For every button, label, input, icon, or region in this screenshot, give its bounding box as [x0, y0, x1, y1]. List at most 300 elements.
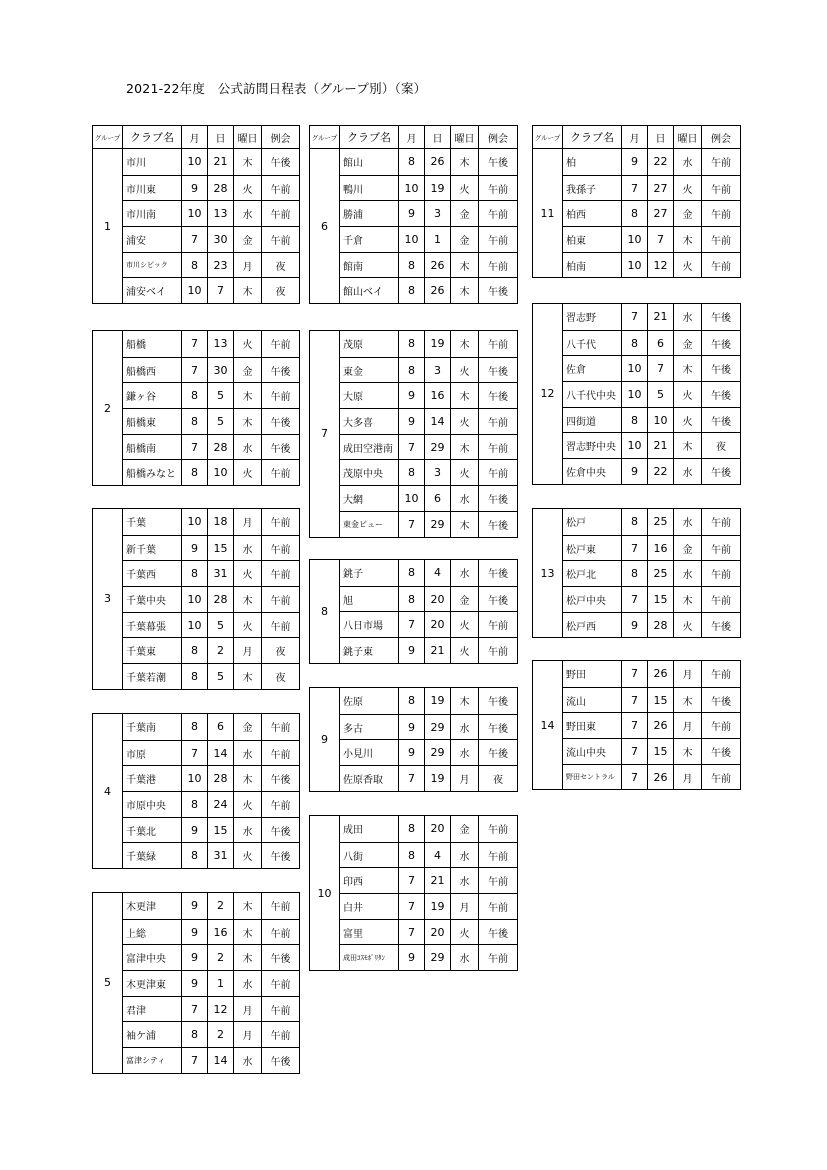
meeting-time: 午前	[711, 670, 731, 682]
club-name: 柏	[563, 149, 622, 175]
table-row	[563, 712, 740, 738]
visit-day: 14	[208, 1048, 234, 1073]
visit-weekday: 木	[674, 739, 702, 764]
table-row	[123, 893, 299, 919]
table-row	[563, 612, 740, 638]
visit-weekday: 水	[674, 459, 702, 484]
visit-month: 9	[622, 613, 648, 638]
table-row	[340, 919, 517, 945]
table-row	[340, 511, 517, 537]
visit-day: 7	[648, 227, 674, 252]
club-name: 千葉西	[123, 561, 182, 586]
visit-day: 15	[208, 818, 234, 843]
visit-month: 9	[182, 536, 208, 561]
meeting-time: 午前	[270, 979, 291, 991]
group-rows	[563, 149, 740, 277]
meeting-time: 午後	[488, 723, 508, 735]
table-row	[340, 611, 517, 637]
meeting-time: 午後	[488, 392, 508, 404]
meeting-time: 午後	[488, 569, 508, 581]
visit-day: 13	[208, 331, 234, 357]
visit-day: 28	[208, 766, 234, 791]
visit-day: 25	[648, 509, 674, 535]
visit-month: 8	[399, 560, 425, 586]
table-row	[123, 509, 299, 535]
visit-weekday: 木	[451, 512, 479, 537]
meeting-time: 午前	[488, 877, 508, 889]
meeting-time: 午後	[711, 467, 731, 479]
group-block	[532, 660, 741, 790]
visit-weekday: 火	[234, 331, 262, 357]
visit-day: 24	[208, 792, 234, 817]
table-row	[340, 714, 517, 740]
visit-month: 9	[399, 638, 425, 663]
club-name: 佐原香取	[340, 766, 399, 791]
table-row	[340, 408, 517, 434]
group-number: 9	[310, 688, 340, 791]
visit-weekday: 木	[451, 278, 479, 303]
header-meeting: 例会	[711, 133, 731, 145]
visit-weekday: 月	[451, 894, 479, 919]
meeting-time: 午前	[711, 261, 731, 273]
club-name: 千葉中央	[123, 587, 182, 612]
table-row	[340, 226, 517, 252]
visit-month: 7	[622, 765, 648, 790]
visit-month: 8	[182, 409, 208, 434]
visit-day: 27	[648, 176, 674, 201]
club-name: 館山ベイ	[340, 278, 399, 303]
meeting-time: 午前	[270, 902, 291, 914]
meeting-time: 午後	[488, 928, 508, 940]
visit-month: 8	[182, 460, 208, 485]
visit-weekday: 水	[234, 741, 262, 766]
visit-month: 7	[399, 612, 425, 637]
meeting-time: 午前	[270, 210, 291, 222]
meeting-time: 夜	[275, 287, 286, 299]
table-row	[563, 381, 740, 407]
table-row	[563, 458, 740, 484]
meeting-time: 午前	[488, 184, 508, 196]
visit-month: 9	[182, 920, 208, 945]
group-rows	[340, 149, 517, 303]
meeting-time: 午前	[270, 1031, 291, 1043]
table-row	[123, 459, 299, 485]
table-row	[123, 331, 299, 357]
group-rows	[563, 661, 740, 789]
visit-weekday: 水	[451, 843, 479, 868]
visit-day: 1	[208, 971, 234, 996]
visit-day: 12	[208, 997, 234, 1022]
meeting-time: 午前	[270, 800, 291, 812]
meeting-time: 午前	[488, 621, 508, 633]
visit-day: 21	[425, 868, 451, 893]
club-name: 佐原	[340, 688, 399, 714]
visit-weekday: 火	[451, 612, 479, 637]
group-rows	[340, 560, 517, 663]
visit-month: 7	[182, 1048, 208, 1073]
visit-weekday: 火	[451, 460, 479, 485]
visit-month: 10	[182, 613, 208, 638]
visit-weekday: 火	[674, 382, 702, 407]
visit-weekday: 月	[234, 638, 262, 663]
group-block	[532, 149, 741, 278]
club-name: 銚子東	[340, 638, 399, 663]
header-weekday: 曜日	[234, 126, 262, 148]
meeting-time: 午後	[488, 595, 508, 607]
group-number: 1	[93, 149, 123, 303]
visit-weekday: 木	[234, 664, 262, 689]
visit-day: 19	[425, 688, 451, 714]
visit-weekday: 木	[451, 331, 479, 357]
visit-weekday: 火	[234, 460, 262, 485]
table-row	[123, 637, 299, 663]
meeting-time: 午前	[488, 825, 508, 837]
visit-day: 2	[208, 945, 234, 970]
visit-weekday: 水	[674, 509, 702, 535]
header-day: 日	[208, 126, 234, 148]
visit-day: 22	[648, 459, 674, 484]
visit-weekday: 水	[674, 149, 702, 175]
club-name: 成田ｺｽﾓﾎﾟﾘﾀﾝ	[340, 945, 399, 970]
club-name: 茂原	[340, 331, 399, 357]
club-name: 野田東	[563, 713, 622, 738]
group-block	[92, 892, 300, 1074]
visit-month: 10	[622, 253, 648, 278]
club-name: 小見川	[340, 740, 399, 765]
club-name: 千倉	[340, 227, 399, 252]
meeting-time: 午後	[488, 287, 508, 299]
meeting-time: 午前	[711, 184, 731, 196]
table-row	[340, 175, 517, 201]
table-row	[340, 277, 517, 303]
table-row	[563, 586, 740, 612]
visit-weekday: 金	[234, 227, 262, 252]
meeting-time: 午後	[711, 621, 731, 633]
visit-weekday: 月	[234, 253, 262, 278]
visit-day: 26	[648, 713, 674, 738]
visit-weekday: 火	[674, 176, 702, 201]
visit-month: 8	[182, 664, 208, 689]
visit-day: 13	[208, 201, 234, 226]
club-name: 習志野	[563, 304, 622, 330]
visit-month: 8	[622, 509, 648, 535]
table-row	[340, 842, 517, 868]
visit-month: 9	[399, 715, 425, 740]
table-row	[123, 1021, 299, 1047]
visit-weekday: 金	[234, 358, 262, 383]
visit-weekday: 木	[674, 356, 702, 381]
visit-weekday: 水	[451, 560, 479, 586]
group-rows	[340, 331, 517, 537]
header-group: グループ	[93, 126, 123, 148]
meeting-time: 午前	[270, 469, 291, 481]
table-row	[563, 304, 740, 330]
visit-day: 3	[425, 201, 451, 226]
visit-weekday: 木	[451, 688, 479, 714]
visit-month: 10	[182, 766, 208, 791]
meeting-time: 午前	[488, 235, 508, 247]
visit-day: 26	[648, 661, 674, 687]
table-row	[563, 432, 740, 458]
table-row	[340, 357, 517, 383]
meeting-time: 午前	[711, 210, 731, 222]
visit-day: 18	[208, 509, 234, 535]
header-club-name: クラブ名	[123, 126, 182, 148]
visit-day: 15	[208, 536, 234, 561]
visit-day: 15	[648, 739, 674, 764]
visit-day: 20	[425, 587, 451, 612]
visit-month: 8	[399, 149, 425, 175]
group-block	[532, 508, 741, 638]
table-row	[340, 816, 517, 842]
visit-month: 8	[182, 383, 208, 408]
meeting-time: 午前	[270, 621, 291, 633]
table-row	[123, 277, 299, 303]
club-name: 千葉港	[123, 766, 182, 791]
meeting-time: 午前	[711, 722, 731, 734]
visit-month: 7	[182, 227, 208, 252]
table-row	[123, 408, 299, 434]
table-row	[563, 535, 740, 561]
visit-month: 9	[399, 383, 425, 408]
visit-weekday: 木	[674, 688, 702, 713]
club-name: 習志野中央	[563, 433, 622, 458]
group-block	[92, 149, 300, 304]
visit-month: 7	[622, 688, 648, 713]
table-row	[123, 357, 299, 383]
visit-month: 8	[399, 331, 425, 357]
visit-weekday: 火	[674, 613, 702, 638]
table-row	[123, 612, 299, 638]
visit-month: 7	[399, 920, 425, 945]
visit-weekday: 金	[451, 201, 479, 226]
meeting-time: 午後	[711, 313, 731, 325]
header-day: 日	[648, 126, 674, 148]
table-row	[563, 764, 740, 790]
visit-month: 10	[622, 433, 648, 458]
group-block	[92, 330, 300, 486]
club-name: 船橋	[123, 331, 182, 357]
visit-day: 16	[208, 920, 234, 945]
visit-day: 3	[425, 460, 451, 485]
club-name: 八日市場	[340, 612, 399, 637]
club-name: 鎌ヶ谷	[123, 383, 182, 408]
group-block	[309, 149, 518, 304]
table-row	[340, 434, 517, 460]
visit-day: 31	[208, 561, 234, 586]
group-number: 4	[93, 714, 123, 868]
visit-month: 9	[182, 945, 208, 970]
visit-weekday: 金	[234, 714, 262, 740]
visit-weekday: 木	[234, 945, 262, 970]
table-header	[309, 125, 518, 149]
visit-day: 19	[425, 176, 451, 201]
group-number: 10	[310, 816, 340, 970]
visit-day: 29	[425, 740, 451, 765]
visit-day: 6	[208, 714, 234, 740]
visit-day: 29	[425, 512, 451, 537]
club-name: 佐倉中央	[563, 459, 622, 484]
visit-weekday: 水	[234, 201, 262, 226]
meeting-time: 午前	[488, 210, 508, 222]
visit-day: 21	[208, 149, 234, 175]
visit-weekday: 木	[451, 383, 479, 408]
meeting-time: 午前	[488, 954, 508, 966]
page-title: 2021-22年度 公式訪問日程表（グループ別）（案）	[126, 81, 427, 96]
meeting-time: 午後	[270, 417, 291, 429]
table-header	[92, 125, 300, 149]
visit-weekday: 水	[234, 971, 262, 996]
group-number: 13	[533, 509, 563, 637]
visit-weekday: 火	[451, 176, 479, 201]
group-block	[92, 713, 300, 869]
visit-weekday: 水	[451, 868, 479, 893]
club-name: 柏南	[563, 253, 622, 278]
club-name: 上総	[123, 920, 182, 945]
visit-day: 10	[208, 460, 234, 485]
club-name: 新千葉	[123, 536, 182, 561]
meeting-time: 午前	[488, 902, 508, 914]
club-name: 館南	[340, 253, 399, 278]
visit-month: 7	[182, 741, 208, 766]
meeting-time: 午後	[270, 826, 291, 838]
visit-month: 8	[399, 460, 425, 485]
visit-weekday: 月	[674, 661, 702, 687]
meeting-time: 午後	[270, 1056, 291, 1068]
visit-day: 6	[648, 331, 674, 356]
table-row	[123, 252, 299, 278]
visit-month: 10	[399, 176, 425, 201]
visit-month: 9	[622, 459, 648, 484]
visit-day: 20	[425, 816, 451, 842]
group-rows	[563, 509, 740, 637]
club-name: 八千代中央	[563, 382, 622, 407]
meeting-time: 午前	[270, 928, 291, 940]
visit-month: 7	[182, 435, 208, 460]
visit-weekday: 火	[451, 358, 479, 383]
club-name: 我孫子	[563, 176, 622, 201]
table-row	[123, 149, 299, 175]
visit-weekday: 月	[234, 509, 262, 535]
club-name: 千葉幕張	[123, 613, 182, 638]
visit-day: 10	[648, 408, 674, 433]
meeting-time: 夜	[716, 442, 726, 454]
visit-weekday: 木	[234, 587, 262, 612]
visit-month: 7	[182, 997, 208, 1022]
header-month: 月	[399, 126, 425, 148]
visit-day: 4	[425, 843, 451, 868]
table-row	[123, 586, 299, 612]
club-name: 船橋南	[123, 435, 182, 460]
club-name: 多古	[340, 715, 399, 740]
club-name: 船橋みなと	[123, 460, 182, 485]
table-row	[340, 739, 517, 765]
meeting-time: 午後	[270, 954, 291, 966]
table-row	[340, 382, 517, 408]
meeting-time: 午前	[488, 469, 508, 481]
visit-weekday: 水	[451, 945, 479, 970]
header-group: グループ	[533, 126, 563, 148]
visit-month: 9	[182, 971, 208, 996]
club-name: 千葉東	[123, 638, 182, 663]
club-name: 富里	[340, 920, 399, 945]
table-row	[340, 765, 517, 791]
visit-day: 28	[648, 613, 674, 638]
visit-weekday: 木	[234, 149, 262, 175]
visit-day: 20	[425, 612, 451, 637]
meeting-time: 午前	[270, 723, 291, 735]
visit-day: 28	[208, 435, 234, 460]
club-name: 千葉緑	[123, 843, 182, 868]
table-row	[340, 459, 517, 485]
visit-weekday: 木	[451, 253, 479, 278]
visit-month: 9	[622, 149, 648, 175]
visit-weekday: 木	[451, 149, 479, 175]
group-block	[309, 330, 518, 538]
visit-day: 5	[208, 613, 234, 638]
header-month: 月	[182, 126, 208, 148]
meeting-time: 午前	[270, 595, 291, 607]
table-row	[563, 226, 740, 252]
meeting-time: 午前	[270, 340, 291, 352]
visit-weekday: 水	[234, 818, 262, 843]
meeting-time: 午前	[711, 570, 731, 582]
table-row	[563, 175, 740, 201]
meeting-time: 午前	[270, 518, 291, 530]
club-name: 市川	[123, 149, 182, 175]
visit-month: 8	[182, 638, 208, 663]
visit-day: 19	[425, 331, 451, 357]
table-row	[340, 586, 517, 612]
visit-day: 21	[425, 638, 451, 663]
club-name: 印西	[340, 868, 399, 893]
visit-day: 27	[648, 201, 674, 226]
table-row	[563, 560, 740, 586]
meeting-time: 午前	[488, 851, 508, 863]
club-name: 木更津東	[123, 971, 182, 996]
visit-month: 9	[399, 409, 425, 434]
visit-day: 14	[425, 409, 451, 434]
visit-month: 7	[182, 331, 208, 357]
group-number: 12	[533, 304, 563, 484]
meeting-time: 夜	[275, 261, 286, 273]
visit-weekday: 木	[234, 766, 262, 791]
visit-day: 28	[208, 176, 234, 201]
table-row	[563, 509, 740, 535]
club-name: 東金ビュー	[340, 512, 399, 537]
visit-weekday: 金	[451, 587, 479, 612]
visit-day: 23	[208, 253, 234, 278]
visit-weekday: 火	[234, 792, 262, 817]
visit-weekday: 金	[674, 331, 702, 356]
meeting-time: 午前	[488, 417, 508, 429]
meeting-time: 午後	[270, 158, 291, 170]
table-row	[123, 791, 299, 817]
visit-weekday: 水	[451, 740, 479, 765]
table-row	[340, 944, 517, 970]
table-row	[123, 765, 299, 791]
table-row	[563, 200, 740, 226]
visit-weekday: 木	[234, 920, 262, 945]
club-name: 成田	[340, 816, 399, 842]
visit-month: 8	[399, 587, 425, 612]
table-row	[563, 738, 740, 764]
club-name: 佐倉	[563, 356, 622, 381]
visit-day: 12	[648, 253, 674, 278]
visit-day: 30	[208, 358, 234, 383]
meeting-time: 午前	[270, 184, 291, 196]
visit-month: 7	[399, 894, 425, 919]
